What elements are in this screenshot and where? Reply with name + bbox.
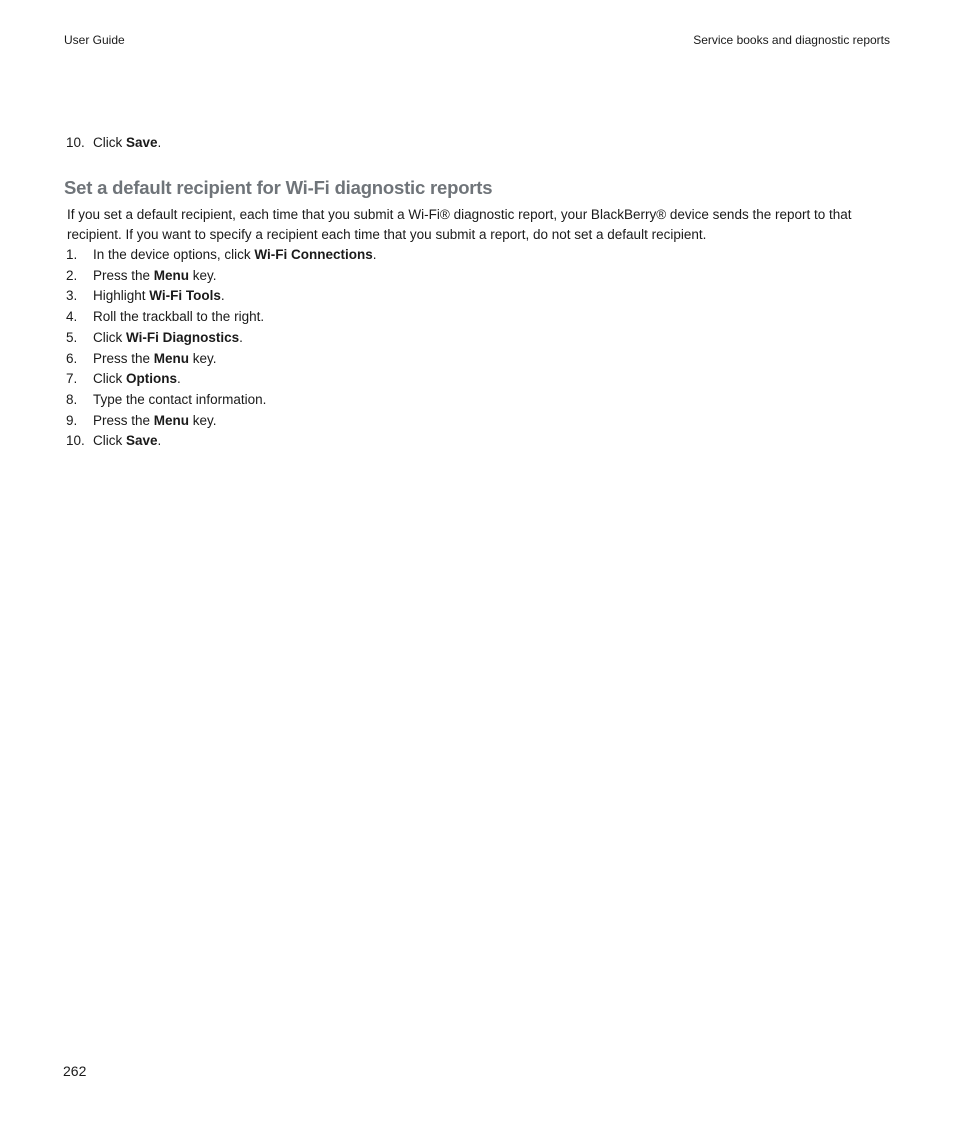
step-ui-term: Wi-Fi Connections	[254, 247, 373, 262]
step-text-end: .	[157, 135, 162, 150]
list-item	[66, 307, 376, 328]
step-text: Press the	[93, 412, 154, 428]
step-text: In the device options, click	[93, 247, 255, 262]
list-item	[66, 266, 376, 287]
step-ui-term: Menu	[153, 412, 190, 428]
step-text: Roll the trackball to the right.	[93, 309, 265, 325]
step-text-end: .	[220, 288, 225, 304]
step-text: Type the contact information.	[93, 391, 267, 407]
step-ui-term: Wi-Fi Diagnostics	[126, 329, 240, 345]
list-item	[66, 411, 376, 432]
step-ui-term: Menu	[153, 350, 190, 366]
step-text-end: key.	[189, 267, 217, 283]
step-number: 4.	[66, 309, 78, 325]
step-number: 9.	[66, 412, 78, 428]
step-text-end: .	[239, 329, 243, 345]
step-ui-term: Save	[126, 433, 158, 449]
step-text: Press the	[93, 350, 154, 366]
step-ui-term: Options	[126, 371, 177, 387]
step-text-end: .	[372, 247, 377, 262]
step-ui-term: Save	[126, 135, 158, 150]
step-text: Click	[93, 329, 126, 345]
step-ui-term: Menu	[153, 267, 190, 283]
step-text-end: .	[177, 371, 181, 387]
step-number: 3.	[66, 288, 78, 304]
step-number: 10.	[66, 135, 85, 150]
step-text-end: key.	[189, 350, 217, 366]
step-number: 6.	[66, 350, 78, 366]
list-item	[66, 286, 376, 307]
running-header-right: Service books and diagnostic reports	[693, 33, 890, 47]
step-text: Press the	[93, 267, 154, 283]
list-item	[66, 431, 376, 452]
carryover-step	[66, 134, 161, 152]
steps-list	[66, 245, 376, 452]
step-ui-term: Wi-Fi Tools	[149, 288, 221, 304]
list-item	[66, 390, 376, 411]
step-number: 8.	[66, 391, 78, 407]
list-item	[66, 369, 376, 390]
step-text-end: .	[157, 433, 162, 449]
step-text: Highlight	[93, 288, 150, 304]
step-text: Click	[93, 135, 126, 150]
list-item	[66, 245, 376, 266]
step-text-end: key.	[189, 412, 217, 428]
step-number: 7.	[66, 371, 78, 387]
step-text: Click	[93, 433, 126, 449]
list-item	[66, 349, 376, 370]
section-title: Set a default recipient for Wi-Fi diagnostic reports	[64, 177, 493, 198]
running-header-left: User Guide	[64, 33, 125, 47]
step-number: 10.	[66, 433, 85, 449]
step-text: Click	[93, 371, 126, 387]
step-number: 2.	[66, 267, 78, 283]
step-number: 5.	[66, 329, 78, 345]
section-intro: If you set a default recipient, each time that you submit a Wi-Fi® diagnostic report, your BlackBerry® device sends the report to that recipient. If you want to specify a recipient each time that you submit a report, do not set a default recipient.	[67, 207, 852, 242]
list-item	[66, 328, 376, 349]
step-number: 1.	[66, 247, 78, 262]
page-number: 262	[63, 1063, 87, 1079]
